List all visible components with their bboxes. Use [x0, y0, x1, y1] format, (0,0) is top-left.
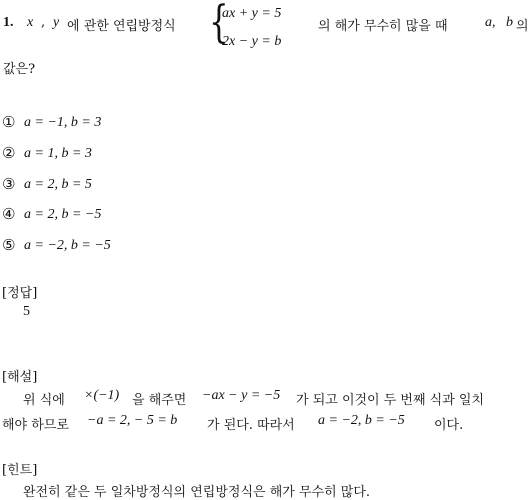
- choice-text: a = 1, b = 3: [24, 146, 92, 161]
- answer-heading: [정답]: [2, 286, 38, 301]
- explanation-text: 위 식에: [23, 393, 65, 408]
- equation-1: ax + y = 5: [222, 6, 282, 21]
- question-prefix: 에 관한 연립방정식: [67, 19, 176, 34]
- system-brace: {: [209, 0, 229, 48]
- question-number: 1.: [3, 15, 14, 30]
- explanation-math: ×(−1): [84, 388, 120, 403]
- explanation-math: −a = 2, − 5 = b: [87, 413, 178, 428]
- explanation-math: a = −2, b = −5: [318, 413, 405, 428]
- choice-text: a = 2, b = −5: [24, 207, 102, 222]
- question-suffix-2: 의: [516, 19, 529, 34]
- choice-text: a = −1, b = 3: [24, 115, 102, 130]
- choice-text: a = −2, b = −5: [24, 238, 111, 253]
- question-var-y: y: [53, 15, 60, 30]
- question-suffix: 의 해가 무수히 많을 때: [318, 19, 448, 34]
- question-var-a: a,: [485, 15, 496, 30]
- question-line-2: 값은?: [3, 62, 36, 77]
- question-var-x: x: [27, 15, 34, 30]
- equation-2: 2x − y = b: [222, 34, 282, 49]
- explanation-math: −ax − y = −5: [202, 388, 281, 403]
- explanation-heading: [해설]: [2, 370, 38, 385]
- choice-marker: ①: [2, 113, 16, 131]
- explanation-text: 해야 하므로: [2, 418, 69, 433]
- hint-heading: [힌트]: [2, 463, 38, 478]
- choice-marker: ⑤: [2, 236, 16, 254]
- answer-value: 5: [23, 304, 30, 319]
- choice-marker: ④: [2, 205, 16, 223]
- explanation-text: 가 되고 이것이 두 번째 식과 일치: [296, 393, 485, 408]
- choice-text: a = 2, b = 5: [24, 177, 92, 192]
- question-var-b: b: [506, 15, 513, 30]
- question-comma: ,: [41, 15, 46, 30]
- choice-marker: ②: [2, 144, 16, 162]
- explanation-text: 이다.: [434, 418, 464, 433]
- explanation-text: 가 된다. 따라서: [207, 418, 295, 433]
- choice-marker: ③: [2, 175, 16, 193]
- explanation-text: 을 해주면: [132, 393, 187, 408]
- hint-text: 완전히 같은 두 일차방정식의 연립방정식은 해가 무수히 많다.: [23, 485, 371, 500]
